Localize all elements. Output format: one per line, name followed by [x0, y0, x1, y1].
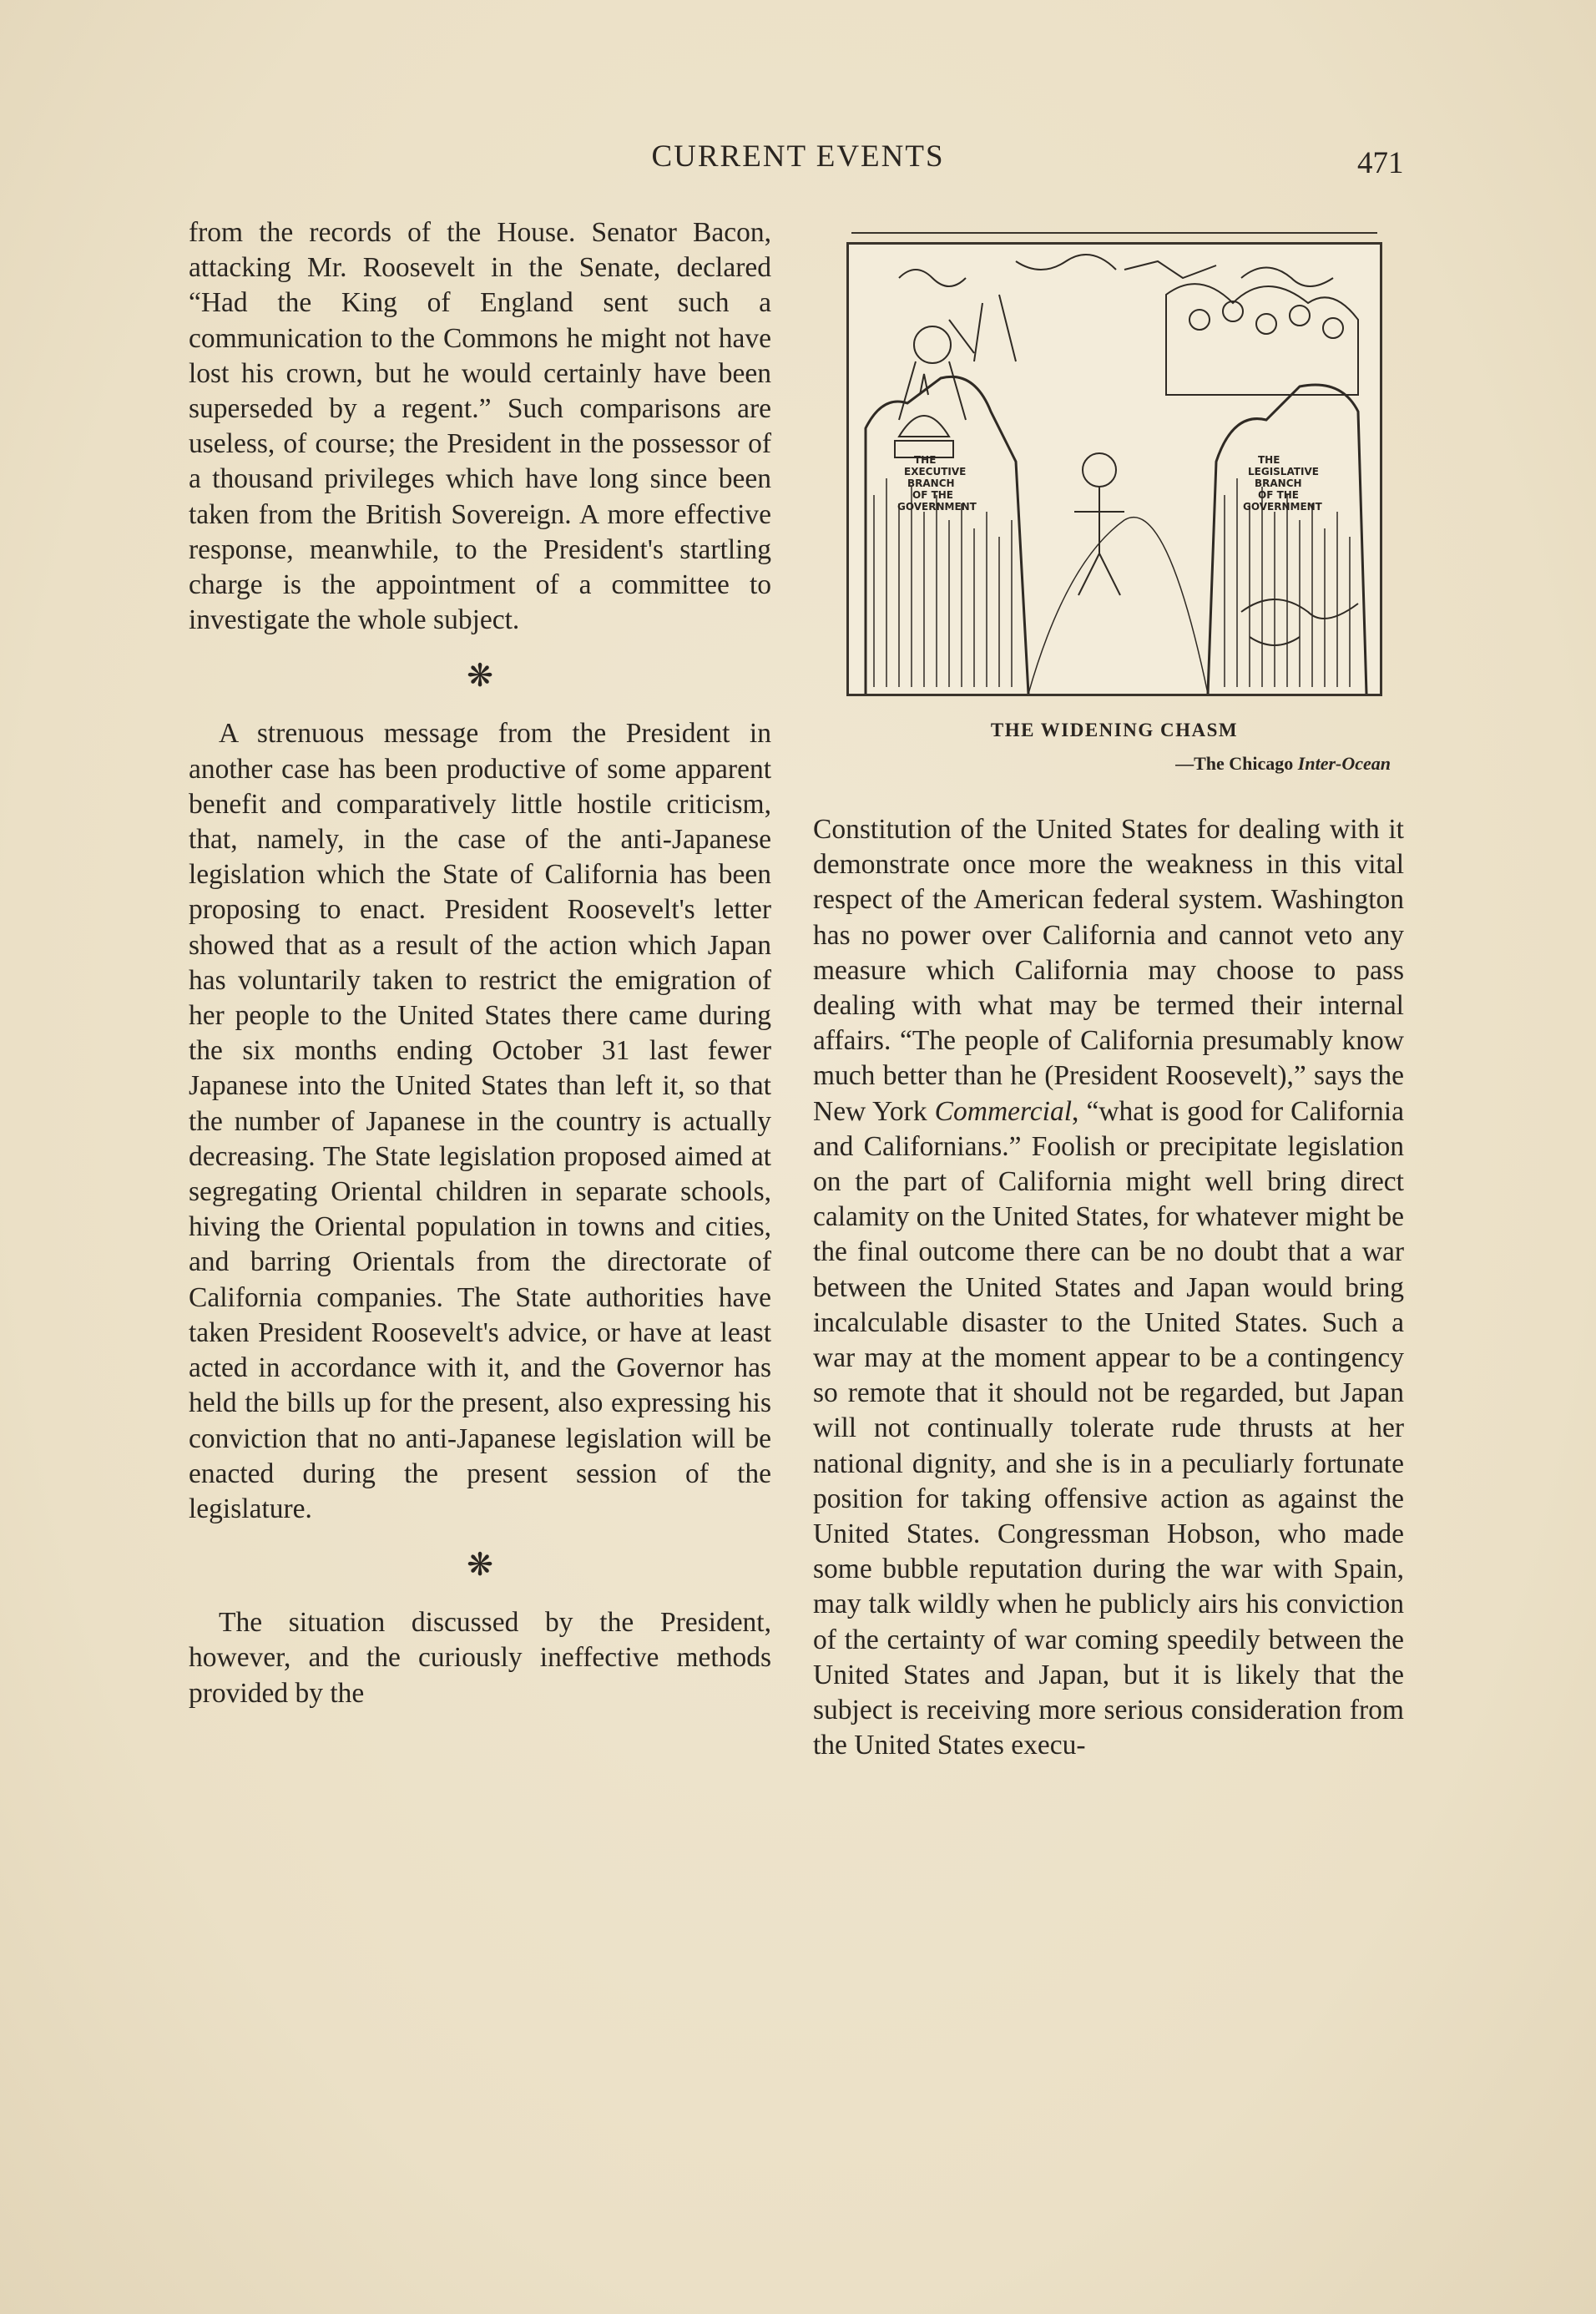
figure-caption-title: THE WIDENING CHASM	[990, 720, 1239, 740]
caption-source-prefix: —The Chicago	[1175, 753, 1298, 774]
cartoon-left-label-line3: BRANCH	[907, 477, 955, 489]
cartoon-left-label-line1: THE	[914, 454, 937, 466]
running-header: CURRENT EVENTS	[651, 139, 945, 174]
cartoon-left-label-line4: OF THE	[912, 489, 954, 501]
left-column	[189, 215, 771, 1711]
section-ornament: ❋	[467, 1548, 493, 1584]
cartoon-right-label-line1: THE	[1258, 454, 1280, 466]
cartoon-right-label-line2: LEGISLATIVE	[1248, 466, 1319, 477]
page-number: 471	[1357, 146, 1404, 180]
cartoon-left-label-line5: GOVERNMENT	[897, 501, 977, 513]
left-paragraph-2: A strenuous message from the President in another case has been productive of some apparent benefit and comparatively little hostile criticism, that, namely, in the case of the anti-Japanese legislation which the State of California has been proposing to enact. President Roosevelt's letter showed that as a result of the action which Japan has voluntarily taken to restrict the emigration of her people to the United States there came during the six months ending October 31 last fewer Japanese into the United States than left it, so that the number of Japanese in the country is actually decreasing. The State legislation proposed aimed at segregating Oriental children in separate schools, hiving the Oriental population in towns and cities, and barring Orientals from the directorate of California companies. The State authorities have taken President Roosevelt's advice, or have at least acted in accordance with it, and the Governor has held the bills up for the present, also expressing his conviction that no anti-Japanese legislation will be enacted during the present session of the legislature.	[189, 718, 771, 1524]
cartoon-illustration	[846, 242, 1382, 696]
caption-source-publication: Inter-Ocean	[1297, 753, 1391, 774]
left-paragraph-1: from the records of the House. Senator Bacon, attacking Mr. Roosevelt in the Senate, declared “Had the King of England sent such a communication to the Commons he might not have lost his crown, but he would certainly have been superseded by a regent.” Such comparisons are useless, of course; the President in the possessor of a thousand privileges which have long since been taken from the British Sovereign. A more effective response, meanwhile, to the President's startling charge is the appointment of a committee to investigate the whole subject.	[189, 217, 771, 636]
cartoon-left-label-line2: EXECUTIVE	[904, 466, 967, 477]
figure-caption-source	[846, 753, 1391, 775]
newspaper-title: Commercial	[934, 1095, 1073, 1127]
right-paragraph-1-part-a: Constitution of the United States for dealing with it demonstrate once more the weakness in this vital respect of the American federal system. Washington has no power over California and cannot veto any measure which California may choose to pass dealing with what may be termed their internal affairs. “The people of California presumably know much better than he (President Roosevelt),” says the New York	[813, 814, 1404, 1127]
cartoon-right-label-line5: GOVERNMENT	[1243, 501, 1322, 513]
cartoon-right-label-line3: BRANCH	[1255, 477, 1302, 489]
right-paragraph-1	[813, 812, 1404, 1763]
cartoon-drawing	[849, 245, 1380, 694]
figure-top-rule	[851, 232, 1377, 234]
right-column	[813, 812, 1404, 1763]
cartoon-right-label-line4: OF THE	[1258, 489, 1300, 501]
section-ornament: ❋	[467, 659, 493, 695]
right-paragraph-1-part-b: , “what is good for California and Californians.” Foolish or precipitate legislation on the part of California might well bring direct calamity on the United States, for whatever might be the final outcome there can be no doubt that a war between the United States and Japan would bring incalculable disaster to the United States. Such a war may at the moment appear to be a contingency so remote that it should not be regarded, but Japan will not continually tolerate rude thrusts at her national dignity, and she is in a peculiarly fortunate position for taking offensive action as against the United States. Congressman Hobson, who made some bubble reputation during the war with Spain, may talk wildly when he publicly airs his conviction of the certainty of war coming speedily between the United States and Japan, but it is likely that the subject is receiving more serious consideration from the United States execu-	[813, 1095, 1404, 1761]
left-paragraph-3: The situation discussed by the President, however, and the curiously ineffective methods provided by the	[189, 1607, 771, 1709]
